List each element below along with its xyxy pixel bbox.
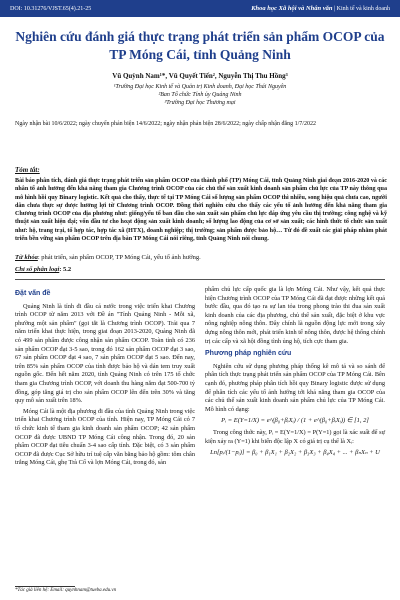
intro-heading: Đặt vấn đề <box>15 290 51 297</box>
section-name: Kinh tế và kinh doanh <box>336 6 390 12</box>
right-paragraph-1: phẩm chủ lực cấp quốc gia là lợn Móng Cái. Như vậy, kết quả thực hiện Chương trình OCOP của TP Móng Cái đã đạt được những kết quả bước đầu, qua đó tạo ra sự lan tỏa trong phong trào thi đua sản xuất kinh doanh của các địa phương, chủ thể sản xuất, đặc biệt ở khu vực nông nghiệp nông thôn. Đây chính là nguồn động lực mới trong xây dựng nông thôn mới, phát triển kinh tế nông thôn, được hệ thống chính trị các cấp và xã hội đồng tình ủng hộ, tích cực tham gia. <box>205 286 385 345</box>
intro-paragraph-2: Móng Cái là một địa phương đi đầu của tỉnh Quảng Ninh trong việc triển khai Chương trình OCOP của tỉnh. Hiện nay, TP Móng Cái có 7 tổ chức kinh tế tham gia kinh doanh sản phẩm OCOP; 42 sản phẩm OCOP đã được UBND TP Móng Cái công nhận. Trong đó, 20 sản phẩm OCOP đạt tiêu chuẩn 3-4 sao cấp tỉnh. Đặc biệt, có 3 sản phẩm OCOP đã được Cục Sở hữu trí tuệ cấp văn bằng bảo hộ gồm: tôm chân trắng Móng Cái, ghẹ Trà Cổ và lợn Móng Cái, trong đó, sản <box>15 407 195 467</box>
journal-name: Khoa học Xã hội và Nhân văn <box>251 5 333 12</box>
journal-section <box>251 5 390 12</box>
abstract-label: Tóm tắt: <box>15 166 40 174</box>
footnote: *Tác giả liên hệ: Email: quynhnam@tueba.edu.vn <box>15 588 117 593</box>
classification <box>15 266 387 273</box>
intro-paragraph-1: Quảng Ninh là tỉnh đi đầu cả nước trong việc triển khai Chương trình OCOP từ năm 2013 với Đề án "Tỉnh Quảng Ninh - Mỗi xã, phường một sản phẩm" (gọi tắt là Chương trình OCOP). Trải qua 7 năm triển khai thực hiện, trong giai đoạn 2013-2020, Quảng Ninh đã có 499 sản phẩm được công nhận sản phẩm OCOP. Toàn tỉnh có 236 sản phẩm OCOP đạt 3-5 sao, trong đó 162 sản phẩm OCOP đạt 3 sao, 67 sản phẩm OCOP đạt 4 sao, 7 sản phẩm OCOP đạt 5 sao. Đến nay, trên 85% sản phẩm OCOP của tỉnh được bảo hộ và dán tem truy xuất nguồn gốc. Đến hết năm 2020, tỉnh Quảng Ninh có trên 175 tổ chức tham gia Chương trình OCOP, với doanh thu hàng năm đạt 500-700 tỷ đồng, góp tăng giá trị cho sản phẩm OCOP lên đến trên 30% và tăng quy mô sản xuất trên 18%. <box>15 302 195 405</box>
classification-label: Chỉ số phân loại <box>15 266 60 273</box>
abstract-text: Bài báo phân tích, đánh giá thực trạng phát triển sản phẩm OCOP của thành phố (TP) Móng Cái, tỉnh Quảng Ninh giai đoạn 2016-2020 và các nhân tố ảnh hưởng đến khả năng tham gia Chương trình OCOP của các chủ thể sản xuất kinh doanh sản phẩm chủ lực của TP này thông qua mô hình hồi quy Binary logistic. Kết quả cho thấy, thực tế tại TP Móng Cái số lượng sản phẩm OCOP thì nhiều, song hiệu quả chưa cao, người dân chưa thực sự được hưởng lợi từ Chương trình OCOP. Đồng thời nghiên cứu cho thấy các yếu tố ảnh hưởng đến khả năng tham gia Chương trình OCOP của địa phương như: giống/yếu tố ban đầu cho sản xuất sản phẩm chủ lực đáp ứng yêu cầu thị trường; công nghệ và kỹ thuật sản xuất hiện đại; vốn đầu tư cho hoạt động sản xuất kinh doanh; số lượng lao động của cơ sở sản xuất; các hình thức tổ chức sản xuất như: hộ, trang trại, tổ hợp tác, hợp tác xã (HTX), doanh nghiệp; thị trường; sản phẩm được bảo hộ… Từ đó đề xuất các giải pháp nhằm phát triển bền vững sản phẩm OCOP trên địa bàn TP Móng Cái nói riêng, tỉnh Quảng Ninh nói chung. <box>15 178 387 243</box>
journal-header-bar <box>0 0 400 17</box>
submission-dates: Ngày nhận bài 10/6/2022; ngày chuyển phản biện 14/6/2022; ngày nhận phản biện 28/6/2022; ngày chấp nhận đăng 1/7/2022 <box>15 121 316 127</box>
separator: | <box>333 6 337 12</box>
keywords-label: Từ khóa <box>15 254 38 261</box>
affiliation-1: ¹Trường Đại học Kinh tế và Quản trị Kinh doanh, Đại học Thái Nguyên <box>113 84 287 90</box>
keywords <box>15 254 387 261</box>
method-paragraph-1: Nghiên cứu sử dụng phương pháp thống kê mô tả và so sánh để phân tích thực trạng phát triển sản phẩm OCOP của TP Móng Cái. Bên cạnh đó, phương pháp phân tích hồi quy Binary logistic được sử dụng để phân tích các yếu tố ảnh hưởng tới khả năng tham gia OCOP của các chủ thể sản xuất kinh doanh sản phẩm chủ lực của TP Móng Cái. Mô hình có dạng: <box>205 362 385 413</box>
affiliation-2: ²Ban Tổ chức Tỉnh ủy Quảng Ninh <box>158 92 242 99</box>
keywords-text: : phát triển, sản phẩm OCOP, TP Móng Cái, yếu tố ảnh hưởng. <box>37 254 201 261</box>
method-heading: Phương pháp nghiên cứu <box>205 350 292 358</box>
left-column <box>15 286 195 470</box>
formula-logit: Ln[pᵢ/(1−pᵢ)] = β₀ + β₁X₁ + β₂X₂ + β₃X₃ + β₄X₄ + ... + βₙXₙ + U <box>210 449 380 457</box>
section-divider <box>15 279 385 280</box>
doi: DOI: 10.31276/VJST.65(4).21-25 <box>10 5 92 12</box>
article-authors: Vũ Quỳnh Nam¹*, Vũ Quyết Tiến², Nguyễn Thị Thu Hồng³ <box>112 72 288 80</box>
footnote-divider <box>15 586 75 587</box>
affiliation-3: ³Trường Đại học Thương mại <box>164 100 236 107</box>
classification-value: : 5.2 <box>59 266 72 273</box>
formula-probability: Pᵢ = E(Y=1/X) = e^(β₀+βᵢXᵢ) / (1 + e^(β₀+βᵢXᵢ)) ∈ [1, 2] <box>221 417 369 425</box>
right-column <box>205 286 385 461</box>
article-title: Nghiên cứu đánh giá thực trạng phát triển sản phẩm OCOP của TP Móng Cái, tỉnh Quảng Ninh <box>15 29 385 62</box>
method-paragraph-2: Trong công thức này, Pᵢ = E(Y=1/X) = P(Y=1) gọi là xác suất để sự kiện xảy ra (Y=1) khi biến độc lập X có giá trị cụ thể là Xᵢ: <box>205 428 385 445</box>
affiliations <box>20 83 380 108</box>
